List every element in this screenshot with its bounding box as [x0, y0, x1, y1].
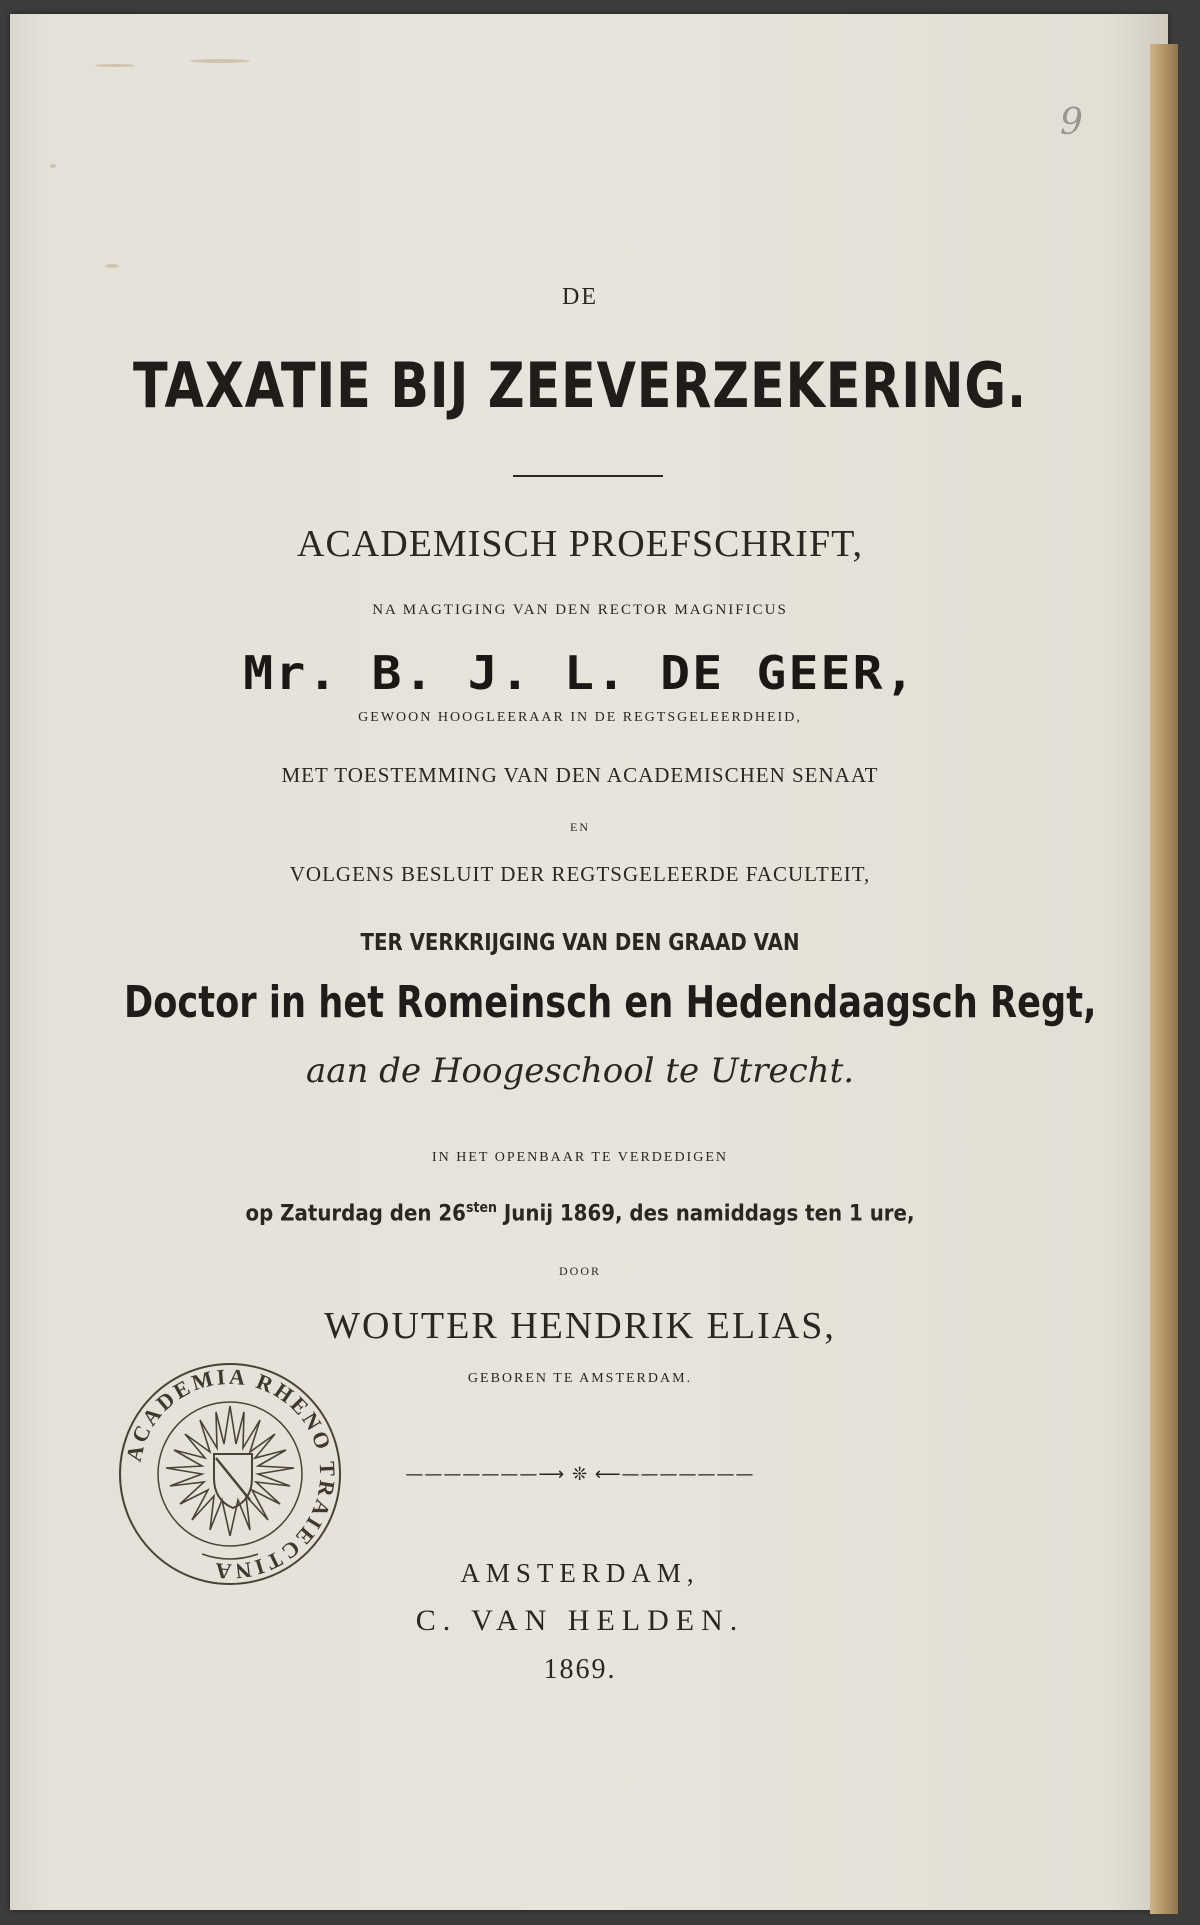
title-rule: [513, 475, 663, 477]
defense-date-line: [67, 1200, 1093, 1226]
page-title: TAXATIE BIJ ZEEVERZEKERING.: [132, 349, 1028, 422]
institution-line: aan de Hoogeschool te Utrecht.: [305, 1051, 855, 1091]
paper-speck: [105, 264, 119, 268]
seal-text: ACADEMIA RHENO TRAIECTINA: [120, 1363, 341, 1585]
degree-name: Doctor in het Romeinsch en Hedendaagsch Regt,: [124, 977, 1097, 1028]
paper-speck: [50, 164, 56, 168]
sun-shield-seal-icon: [110, 1354, 350, 1594]
consent-line: MET TOESTEMMING VAN DEN ACADEMISCHEN SENAAT: [281, 763, 879, 787]
by-line: DOOR: [558, 1264, 601, 1278]
date-ordinal-suffix: sten: [465, 1200, 497, 1216]
paper-speck: [95, 64, 135, 67]
date-text-start: op Zaturdag den 26: [245, 1201, 466, 1227]
paper-speck: [190, 59, 250, 63]
subtitle: ACADEMISCH PROEFSCHRIFT,: [297, 523, 863, 565]
title-page-paper: [10, 14, 1168, 1910]
folio-number: 9: [1060, 102, 1083, 143]
imprint-year: 1869.: [543, 1654, 617, 1685]
ornament-divider: ———————⟶ ❊ ⟵———————: [405, 1464, 755, 1485]
date-text-end: Junij 1869, des namiddags ten 1 ure,: [496, 1201, 915, 1227]
imprint-city: AMSTERDAM,: [460, 1558, 700, 1588]
author-name: WOUTER HENDRIK ELIAS,: [324, 1305, 836, 1347]
conjunction: EN: [570, 820, 590, 834]
author-birthplace: GEBOREN TE AMSTERDAM.: [467, 1371, 693, 1386]
rector-title: GEWOON HOOGLEERAAR IN DE REGTSGELEERDHEID,: [358, 710, 802, 725]
rector-name: Mr. B. J. L. DE GEER,: [243, 646, 917, 700]
degree-intro: TER VERKRIJGING VAN DEN GRAAD VAN: [360, 930, 800, 956]
decision-line: VOLGENS BESLUIT DER REGTSGELEERDE FACULTEIT,: [289, 862, 871, 886]
page-edge: [1150, 44, 1178, 1914]
defense-intro: IN HET OPENBAAR TE VERDEDIGEN: [432, 1150, 728, 1165]
imprint-publisher: C. VAN HELDEN.: [415, 1604, 745, 1637]
authorization-line: NA MAGTIGING VAN DEN RECTOR MAGNIFICUS: [372, 602, 788, 618]
title-article: DE: [562, 284, 598, 310]
